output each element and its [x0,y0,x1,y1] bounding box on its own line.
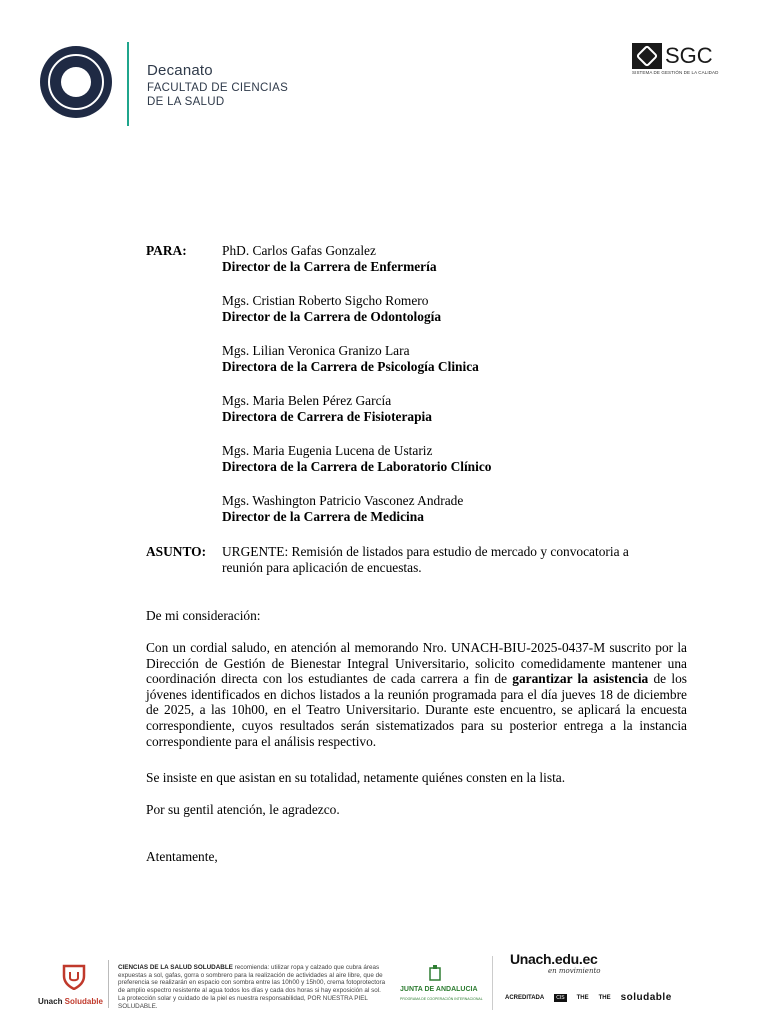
body-emphasis: garantizar la asistencia [512,671,649,687]
unach-edu-logo: Unach.edu.ec [510,951,598,967]
partner-logos [505,992,672,1003]
to-label: PARA: [146,243,187,258]
recipient-title: Director de la Carrera de Enfermería [222,259,437,274]
recipient-block [222,293,441,325]
the-logo: THE [576,994,589,1001]
recipient-block [222,243,437,275]
unach-motto: en movimiento [548,967,601,975]
unach-soludable-logo: Unach Soludable [38,997,103,1006]
subject-text: URGENTE: Remisión de listados para estudio de mercado y convocatoria a reunión para aplicación de encuestas. [222,544,629,575]
insist-line: Se insiste en que asistan en su totalidad, netamente quiénes consten en la lista. [146,770,566,785]
recipient-title: Director de la Carrera de Medicina [222,509,424,524]
junta-andalucia-logo: JUNTA DE ANDALUCIA [400,986,478,993]
recipient-block [222,343,479,375]
recipient-name: Mgs. Maria Belen Pérez García [222,393,392,408]
recipient-block [222,393,432,425]
thanks-line: Por su gentil atención, le agradezco. [146,802,340,817]
acreditada-logo: ACREDITADA [505,994,545,1001]
the-logo-2: THE [598,994,611,1001]
dean-title: Decanato [147,62,213,79]
greeting: De mi consideración: [146,608,261,623]
junta-andalucia-icon [428,965,442,981]
soludable-logo: soludable [620,992,672,1003]
faculty-name: FACULTAD DE CIENCIAS DE LA SALUD [147,82,289,108]
recipient-name: PhD. Carlos Gafas Gonzalez [222,243,376,258]
university-seal-logo [40,46,112,118]
recipient-title: Directora de Carrera de Fisioterapia [222,409,432,424]
footer-divider [492,956,493,1010]
recipient-block [222,443,492,475]
recipient-name: Mgs. Maria Eugenia Lucena de Ustariz [222,443,433,458]
cis-logo: CIS [556,994,565,1001]
header-divider [127,42,129,126]
recipient-name: Mgs. Lilian Veronica Granizo Lara [222,343,410,358]
recipient-title: Directora de la Carrera de Psicología Clinica [222,359,479,374]
recipient-name: Mgs. Cristian Roberto Sigcho Romero [222,293,429,308]
sun-protection-note: CIENCIAS DE LA SALUD SOLUDABLE recomienda: utilizar ropa y calzado que cubra áreas expuestas a sol, gafas, gorra o sombrero para la realización de actividades al aire libre, que de preferencia se realizarán en espacio con sombra entre las 10h00 y 15h00, crema fotoprotectora de amplio espectro resistente al agua todos los días y cada dos horas si hay exposición al sol. La protección solar y cuidado de la piel es nuestra responsabilidad, POR NUESTRA PIEL SOLUDABLE. [118,964,386,1010]
recipient-title: Director de la Carrera de Odontología [222,309,442,324]
recipient-block [222,493,463,525]
closing: Atentamente, [146,849,218,864]
body-paragraph: Con un cordial saludo, en atención al memorando Nro. UNACH-BIU-2025-0437-M suscrito por la Dirección de Gestión de Bienestar Integral Universitario, solicito comedidamente mantener una coordinación directa con los estudiantes de cada carrera a fin de garantizar la asistencia de los jóvenes identificados en dichos listados a la reunión programada para el día jueves 18 de diciembre de 2025, a las 10h00, en el Teatro Universitario. Durante este encuentro, se aplicará la encuesta correspondiente, cuyos resultados serán sistematizados para su posterior entrega a la instancia correspondiente para el análisis respectivo. [146,640,687,749]
subject-label: ASUNTO: [146,544,207,559]
recipient-title: Directora de la Carrera de Laboratorio Clínico [222,459,492,474]
recipient-name: Mgs. Washington Patricio Vasconez Andrade [222,493,464,508]
sgc-logo: SGC SISTEMA DE GESTIÓN DE LA CALIDAD [632,43,719,75]
footer-divider [108,960,109,1008]
junta-andalucia-subtitle: PROGRAMA DE COOPERACIÓN INTERNACIONAL [400,997,483,1001]
unach-soludable-shield-icon [60,964,88,990]
